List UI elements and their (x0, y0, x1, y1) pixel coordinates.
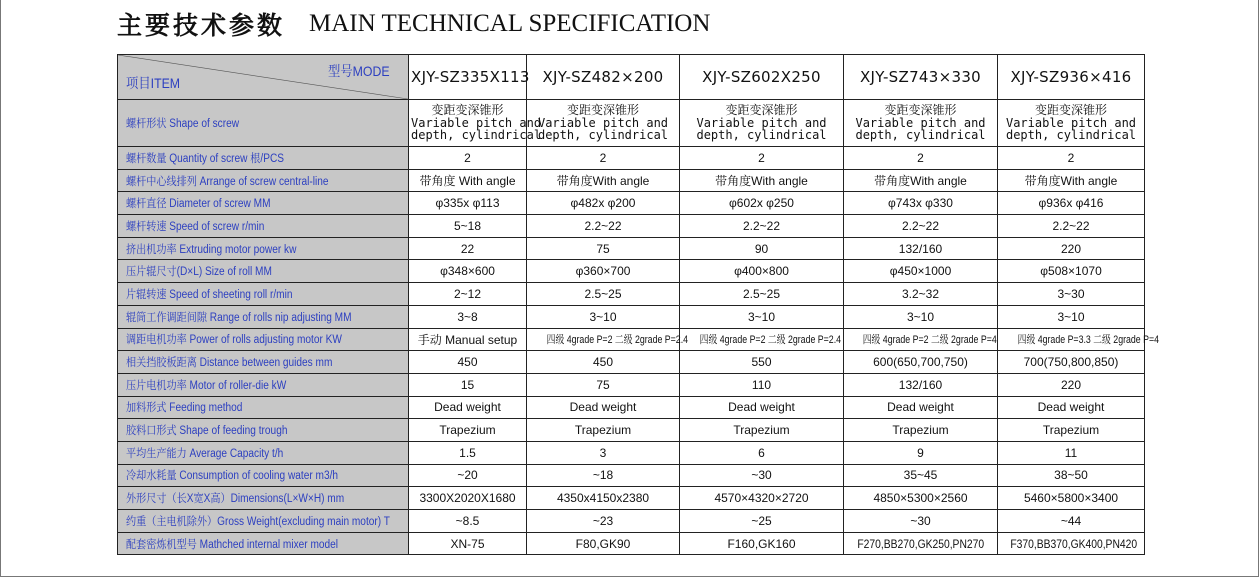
table-row (118, 351, 1145, 374)
table-cell: 132/160 (844, 237, 998, 260)
table-cell: 2~12 (409, 283, 527, 306)
table-row (118, 328, 1145, 351)
table-cell: 带角度With angle (680, 169, 844, 192)
table-cell: 4350x4150x2380 (527, 487, 680, 510)
row-label: 加料形式 Feeding method (118, 396, 409, 419)
table-cell: F80,GK90 (527, 532, 680, 555)
table-cell: 3~10 (527, 305, 680, 328)
table-row (118, 192, 1145, 215)
table-cell: Dead weight (527, 396, 680, 419)
table-cell: F270,BB270,GK250,PN270 (844, 532, 998, 555)
table-cell: 2.5~25 (527, 283, 680, 306)
table-cell: F370,BB370,GK400,PN420 (998, 532, 1145, 555)
header-model-label: 型号MODE (328, 63, 390, 79)
table-cell: 2 (844, 147, 998, 170)
table-body (118, 147, 1160, 555)
row-label: 螺杆中心线排列 Arrange of screw central-line (118, 169, 409, 192)
table-cell: 5~18 (409, 215, 527, 238)
table-cell: 6 (680, 441, 844, 464)
table-cell: Trapezium (527, 419, 680, 442)
table-cell: φ482x φ200 (527, 192, 680, 215)
table-cell: 4850×5300×2560 (844, 487, 998, 510)
table-cell: 手动 Manual setup (409, 328, 527, 351)
table-row (118, 510, 1145, 533)
row-label: 压片电机功率 Motor of roller-die kW (118, 373, 409, 396)
row-label: 压片辊尺寸(D×L) Size of roll MM (118, 260, 409, 283)
table-cell: 四级 4grade P=2 二级 2grade P=4 (844, 328, 998, 351)
table-cell: 132/160 (844, 373, 998, 396)
table-row (118, 215, 1145, 238)
table-row (118, 419, 1145, 442)
table-cell: 2 (409, 147, 527, 170)
model-header: XJY-SZ936×416 (998, 55, 1145, 100)
row-label: 约重（主电机除外）Gross Weight(excluding main motor) T (118, 510, 409, 533)
table-cell: φ602x φ250 (680, 192, 844, 215)
table-cell: 2.2~22 (844, 215, 998, 238)
table-cell: 2 (680, 147, 844, 170)
header-corner-cell (118, 55, 409, 100)
table-cell: XN-75 (409, 532, 527, 555)
table-cell: Dead weight (409, 396, 527, 419)
table-cell: φ348×600 (409, 260, 527, 283)
table-cell: Trapezium (409, 419, 527, 442)
row-label: 螺杆数量 Quantity of screw 根/PCS (118, 147, 409, 170)
table-cell: 2.2~22 (680, 215, 844, 238)
table-row (118, 373, 1145, 396)
table-cell: 变距变深锥形 Variable pitch and depth, cylindrical (998, 100, 1145, 147)
table-cell: 90 (680, 237, 844, 260)
table-cell: 变距变深锥形 Variable pitch and depth, cylindrical (409, 100, 527, 147)
table-cell: φ360×700 (527, 260, 680, 283)
spec-table (117, 54, 1160, 555)
table-cell: F160,GK160 (680, 532, 844, 555)
table-cell: 220 (998, 237, 1145, 260)
table-cell: 700(750,800,850) (998, 351, 1145, 374)
table-cell: Dead weight (680, 396, 844, 419)
row-label: 挤出机功率 Extruding motor power kw (118, 237, 409, 260)
table-cell: φ508×1070 (998, 260, 1145, 283)
table-cell: 3~30 (998, 283, 1145, 306)
table-cell: ~23 (527, 510, 680, 533)
row-label: 胶料口形式 Shape of feeding trough (118, 419, 409, 442)
table-cell: ~30 (680, 464, 844, 487)
table-cell: ~44 (998, 510, 1145, 533)
table-row (118, 147, 1145, 170)
table-cell: 3.2~32 (844, 283, 998, 306)
table-cell: Trapezium (680, 419, 844, 442)
row-label: 相关挡胶板距离 Distance between guides mm (118, 351, 409, 374)
title-english: MAIN TECHNICAL SPECIFICATION (309, 10, 711, 37)
table-cell: 3~10 (680, 305, 844, 328)
table-cell: 2.5~25 (680, 283, 844, 306)
table-cell: 600(650,700,750) (844, 351, 998, 374)
table-cell: 9 (844, 441, 998, 464)
table-cell: 2.2~22 (527, 215, 680, 238)
table-row (118, 441, 1145, 464)
table-cell: 1.5 (409, 441, 527, 464)
table-row (118, 487, 1145, 510)
table-cell: φ335x φ113 (409, 192, 527, 215)
table-cell: φ400×800 (680, 260, 844, 283)
table-row (118, 464, 1145, 487)
table-cell: 3300X2020X1680 (409, 487, 527, 510)
row-label: 调距电机功率 Power of rolls adjusting motor KW (118, 328, 409, 351)
table-cell: Trapezium (998, 419, 1145, 442)
table-row (118, 260, 1145, 283)
table-cell: φ743x φ330 (844, 192, 998, 215)
model-header: XJY-SZ602X250 (680, 55, 844, 100)
row-label: 配套密炼机型号 Mathched internal mixer model (118, 532, 409, 555)
model-header: XJY-SZ743×330 (844, 55, 998, 100)
title-chinese: 主要技术参数 (117, 11, 286, 40)
row-label: 螺杆转速 Speed of screw r/min (118, 215, 409, 238)
table-header-row (118, 55, 1145, 100)
table-cell: ~20 (409, 464, 527, 487)
table-cell: 450 (527, 351, 680, 374)
table-cell: 2 (527, 147, 680, 170)
table-cell: 2.2~22 (998, 215, 1145, 238)
table-cell: ~8.5 (409, 510, 527, 533)
table-cell: ~30 (844, 510, 998, 533)
row-label: 外形尺寸（长X宽X高）Dimensions(L×W×H) mm (118, 487, 409, 510)
table-cell: 3~8 (409, 305, 527, 328)
table-cell: ~25 (680, 510, 844, 533)
table-cell: φ936x φ416 (998, 192, 1145, 215)
table-cell: 3~10 (844, 305, 998, 328)
table-row-shape-of-screw (118, 100, 1145, 147)
table-row (118, 396, 1145, 419)
table-cell: 220 (998, 373, 1145, 396)
table-cell: 带角度With angle (998, 169, 1145, 192)
table-cell: 11 (998, 441, 1145, 464)
header-item-label: 项目ITEM (126, 75, 181, 91)
table-cell: Dead weight (998, 396, 1145, 419)
table-cell: φ450×1000 (844, 260, 998, 283)
table-cell: 四级 4grade P=3.3 二级 2grade P=4 (998, 328, 1145, 351)
row-label: 螺杆直径 Diameter of screw MM (118, 192, 409, 215)
table-cell: 38~50 (998, 464, 1145, 487)
table-cell: 四级 4grade P=2 二级 2grade P=2.4 (680, 328, 844, 351)
table-cell: 3~10 (998, 305, 1145, 328)
table-cell: 4570×4320×2720 (680, 487, 844, 510)
model-header: XJY-SZ482×200 (527, 55, 680, 100)
table-cell: Trapezium (844, 419, 998, 442)
table-cell: 带角度 With angle (409, 169, 527, 192)
table-cell: 5460×5800×3400 (998, 487, 1145, 510)
table-cell: ~18 (527, 464, 680, 487)
table-cell: 450 (409, 351, 527, 374)
table-row (118, 305, 1145, 328)
table-cell: 变距变深锥形 Variable pitch and depth, cylindrical (680, 100, 844, 147)
row-label: 平均生产能力 Average Capacity t/h (118, 441, 409, 464)
table-row (118, 532, 1145, 555)
row-label: 片辊转速 Speed of sheeting roll r/min (118, 283, 409, 306)
page-title (117, 6, 710, 42)
table-cell: 四级 4grade P=2 二级 2grade P=2.4 (527, 328, 680, 351)
table-cell: 2 (998, 147, 1145, 170)
model-header: XJY-SZ335X113 (409, 55, 527, 100)
table-cell: 75 (527, 373, 680, 396)
table-cell: 35~45 (844, 464, 998, 487)
table-cell: 变距变深锥形 Variable pitch and depth, cylindrical (844, 100, 998, 147)
table-row (118, 283, 1145, 306)
row-label: 冷却水耗量 Consumption of cooling water m3/h (118, 464, 409, 487)
table-cell: 110 (680, 373, 844, 396)
table-row (118, 169, 1145, 192)
table-cell: 550 (680, 351, 844, 374)
row-label: 螺杆形状 Shape of screw (118, 100, 409, 147)
table-cell: 22 (409, 237, 527, 260)
table-cell: 带角度With angle (844, 169, 998, 192)
table-cell: 带角度With angle (527, 169, 680, 192)
table-cell: 75 (527, 237, 680, 260)
table-cell: Dead weight (844, 396, 998, 419)
table-row (118, 237, 1145, 260)
table-cell: 3 (527, 441, 680, 464)
table-cell: 变距变深锥形 Variable pitch and depth, cylindrical (527, 100, 680, 147)
table-cell: 15 (409, 373, 527, 396)
row-label: 辊筒工作调距间隙 Range of rolls nip adjusting MM (118, 305, 409, 328)
